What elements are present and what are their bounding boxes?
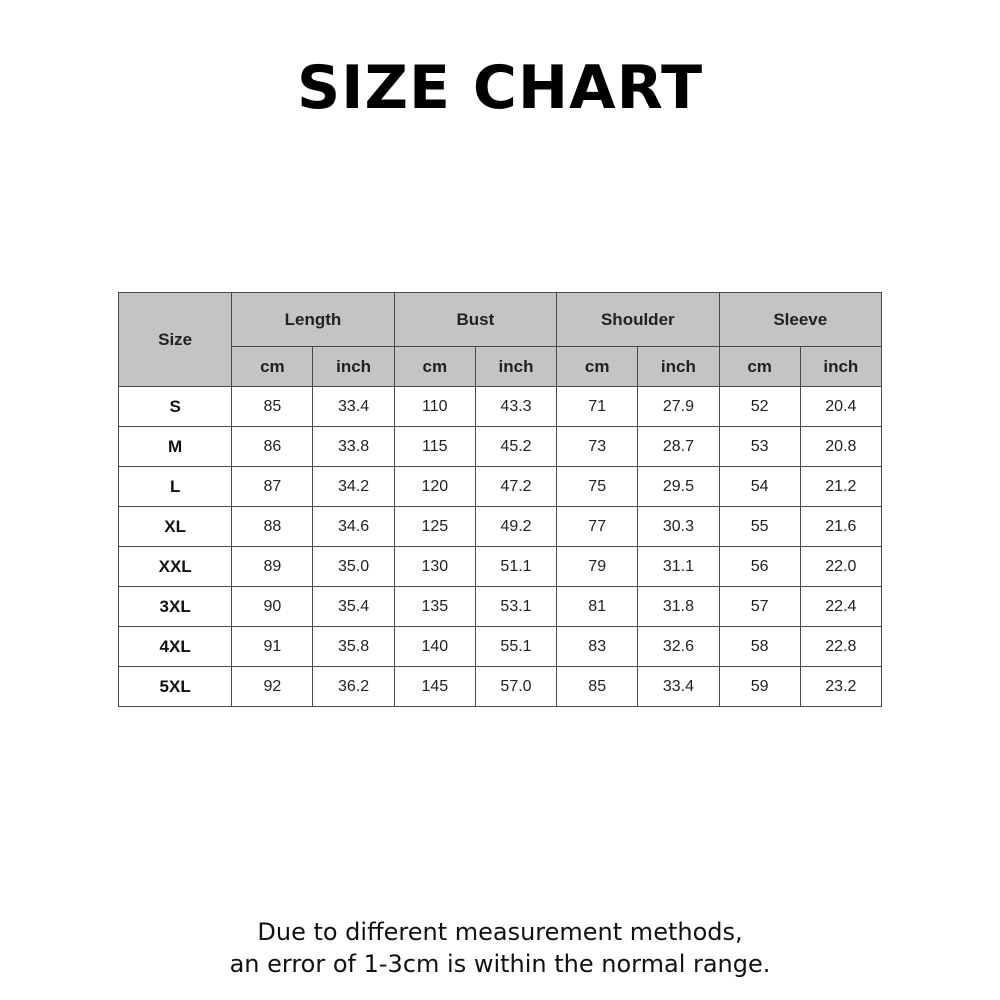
- bust-inch-header: inch: [475, 347, 556, 387]
- size-label-cell: L: [119, 467, 232, 507]
- size-label-cell: XXL: [119, 547, 232, 587]
- shoulder-inch-cell: 30.3: [638, 507, 719, 547]
- length-inch-header: inch: [313, 347, 394, 387]
- length-cm-cell: 89: [232, 547, 313, 587]
- sleeve-cm-cell: 55: [719, 507, 800, 547]
- shoulder-cm-cell: 79: [557, 547, 638, 587]
- shoulder-inch-cell: 33.4: [638, 667, 719, 707]
- shoulder-inch-header: inch: [638, 347, 719, 387]
- shoulder-cm-cell: 71: [557, 387, 638, 427]
- length-inch-cell: 33.4: [313, 387, 394, 427]
- sleeve-inch-cell: 22.0: [800, 547, 881, 587]
- length-cm-cell: 86: [232, 427, 313, 467]
- shoulder-inch-cell: 31.8: [638, 587, 719, 627]
- sleeve-inch-cell: 22.4: [800, 587, 881, 627]
- table-row: [119, 427, 882, 467]
- length-inch-cell: 33.8: [313, 427, 394, 467]
- shoulder-cm-cell: 73: [557, 427, 638, 467]
- bust-inch-cell: 51.1: [475, 547, 556, 587]
- size-label-cell: M: [119, 427, 232, 467]
- table-row: [119, 587, 882, 627]
- shoulder-inch-cell: 28.7: [638, 427, 719, 467]
- sleeve-cm-cell: 53: [719, 427, 800, 467]
- bust-cm-cell: 130: [394, 547, 475, 587]
- shoulder-cm-cell: 83: [557, 627, 638, 667]
- sleeve-inch-cell: 20.4: [800, 387, 881, 427]
- bust-cm-header: cm: [394, 347, 475, 387]
- sleeve-inch-cell: 21.2: [800, 467, 881, 507]
- length-inch-cell: 35.0: [313, 547, 394, 587]
- shoulder-inch-cell: 29.5: [638, 467, 719, 507]
- bust-column-header: Bust: [394, 293, 556, 347]
- sleeve-cm-cell: 59: [719, 667, 800, 707]
- sleeve-inch-cell: 20.8: [800, 427, 881, 467]
- length-cm-header: cm: [232, 347, 313, 387]
- shoulder-inch-cell: 27.9: [638, 387, 719, 427]
- bust-inch-cell: 43.3: [475, 387, 556, 427]
- sleeve-cm-cell: 52: [719, 387, 800, 427]
- shoulder-inch-cell: 32.6: [638, 627, 719, 667]
- shoulder-cm-cell: 77: [557, 507, 638, 547]
- sleeve-column-header: Sleeve: [719, 293, 881, 347]
- bust-inch-cell: 53.1: [475, 587, 556, 627]
- length-cm-cell: 91: [232, 627, 313, 667]
- sleeve-inch-cell: 23.2: [800, 667, 881, 707]
- sleeve-cm-header: cm: [719, 347, 800, 387]
- bust-cm-cell: 120: [394, 467, 475, 507]
- table-row: [119, 547, 882, 587]
- size-column-header: Size: [119, 293, 232, 387]
- sleeve-cm-cell: 54: [719, 467, 800, 507]
- length-inch-cell: 35.4: [313, 587, 394, 627]
- length-cm-cell: 85: [232, 387, 313, 427]
- table-row: [119, 387, 882, 427]
- note-line-2: an error of 1-3cm is within the normal range.: [229, 950, 771, 978]
- note-line-1: Due to different measurement methods,: [257, 918, 743, 946]
- table-row: [119, 667, 882, 707]
- bust-cm-cell: 115: [394, 427, 475, 467]
- bust-cm-cell: 135: [394, 587, 475, 627]
- shoulder-cm-header: cm: [557, 347, 638, 387]
- shoulder-cm-cell: 85: [557, 667, 638, 707]
- bust-inch-cell: 47.2: [475, 467, 556, 507]
- size-label-cell: XL: [119, 507, 232, 547]
- bust-cm-cell: 140: [394, 627, 475, 667]
- length-inch-cell: 34.2: [313, 467, 394, 507]
- sleeve-inch-cell: 21.6: [800, 507, 881, 547]
- sleeve-cm-cell: 56: [719, 547, 800, 587]
- size-chart-table: [118, 292, 882, 707]
- length-inch-cell: 36.2: [313, 667, 394, 707]
- shoulder-cm-cell: 81: [557, 587, 638, 627]
- header-row-groups: [119, 293, 882, 347]
- size-label-cell: S: [119, 387, 232, 427]
- bust-inch-cell: 49.2: [475, 507, 556, 547]
- length-cm-cell: 90: [232, 587, 313, 627]
- length-column-header: Length: [232, 293, 394, 347]
- table-row: [119, 467, 882, 507]
- length-inch-cell: 35.8: [313, 627, 394, 667]
- sleeve-inch-header: inch: [800, 347, 881, 387]
- shoulder-column-header: Shoulder: [557, 293, 719, 347]
- bust-cm-cell: 125: [394, 507, 475, 547]
- size-table-body: [119, 387, 882, 707]
- length-inch-cell: 34.6: [313, 507, 394, 547]
- page-title: SIZE CHART: [296, 53, 704, 123]
- length-cm-cell: 92: [232, 667, 313, 707]
- bust-inch-cell: 45.2: [475, 427, 556, 467]
- size-label-cell: 5XL: [119, 667, 232, 707]
- sleeve-inch-cell: 22.8: [800, 627, 881, 667]
- size-label-cell: 4XL: [119, 627, 232, 667]
- size-label-cell: 3XL: [119, 587, 232, 627]
- shoulder-inch-cell: 31.1: [638, 547, 719, 587]
- sleeve-cm-cell: 57: [719, 587, 800, 627]
- shoulder-cm-cell: 75: [557, 467, 638, 507]
- header-row-units: [119, 347, 882, 387]
- length-cm-cell: 87: [232, 467, 313, 507]
- bust-inch-cell: 57.0: [475, 667, 556, 707]
- sleeve-cm-cell: 58: [719, 627, 800, 667]
- measurement-note: [0, 916, 1000, 980]
- bust-cm-cell: 145: [394, 667, 475, 707]
- length-cm-cell: 88: [232, 507, 313, 547]
- table-row: [119, 627, 882, 667]
- bust-cm-cell: 110: [394, 387, 475, 427]
- bust-inch-cell: 55.1: [475, 627, 556, 667]
- table-row: [119, 507, 882, 547]
